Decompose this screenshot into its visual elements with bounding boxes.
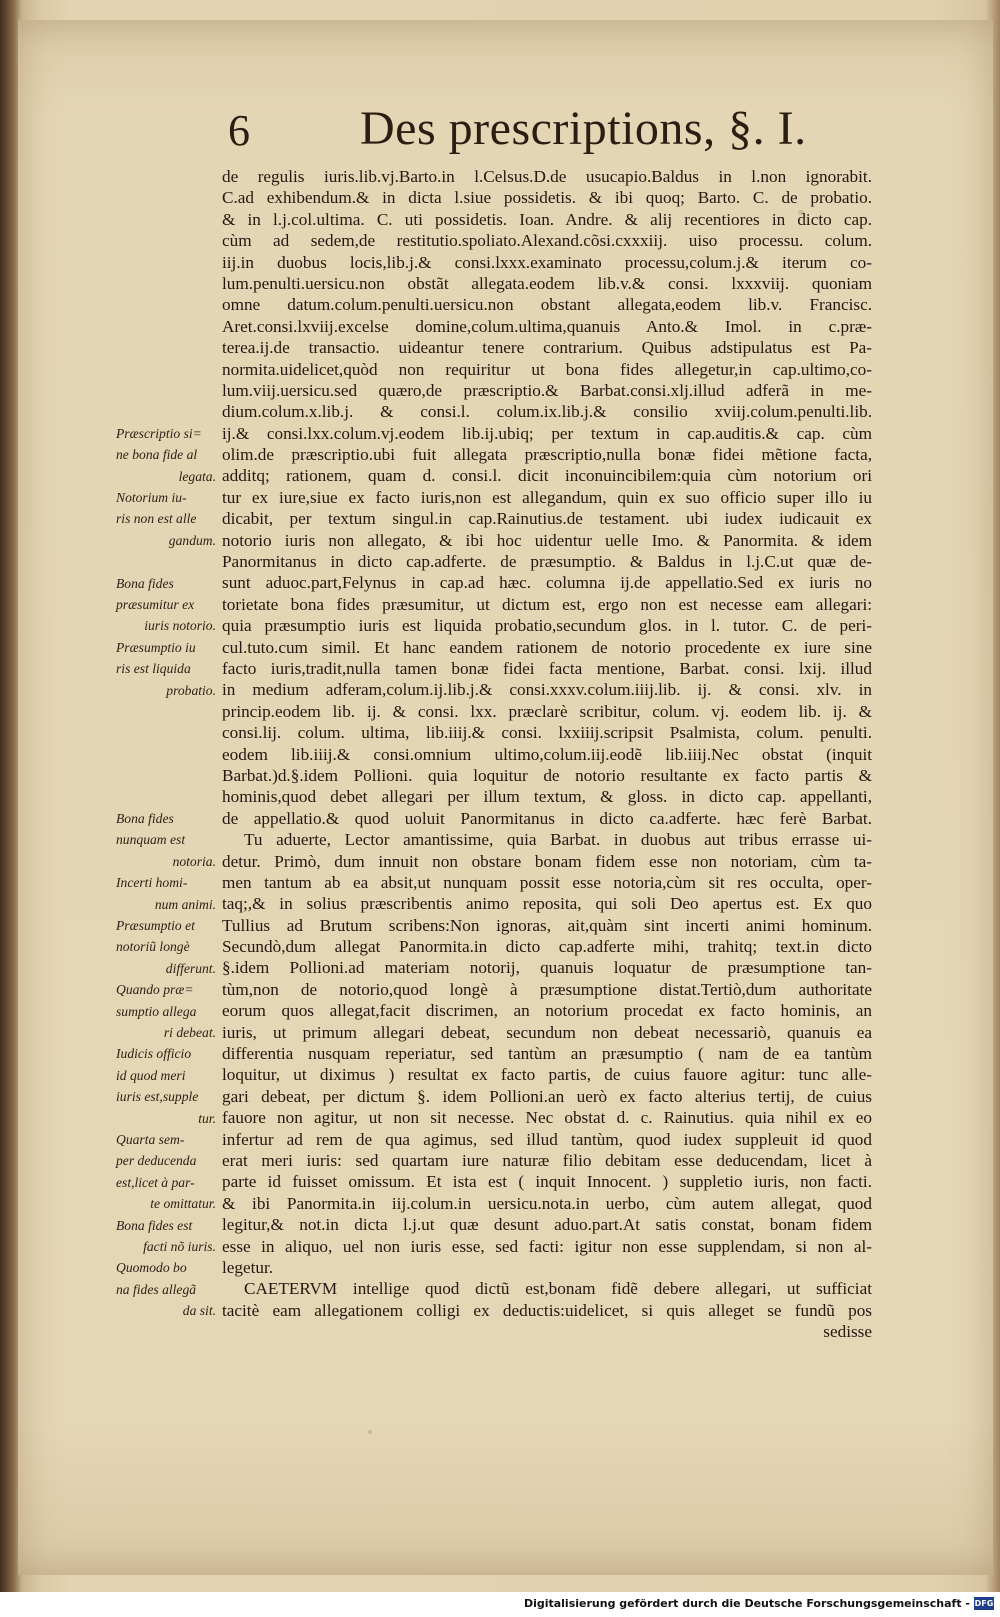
text-line: notorio iuris non allegato, & ibi hoc uidentur uelle Imo. & Panormita. & idem (222, 530, 872, 550)
margin-note-line: gandum. (168, 532, 216, 548)
margin-note-line: Bona fides est (116, 1217, 193, 1233)
main-text-column (116, 166, 872, 1342)
text-line: loquitur, ut diximus ) resultat ex facto partis, de cuius fauore agitur: tunc alle- (222, 1065, 872, 1085)
text-line: detur. Primò, dum innuit non obstare bonam fidem esse non notoriam, cùm ta- (222, 851, 872, 871)
margin-note-line: differunt. (165, 960, 216, 976)
text-lines (222, 166, 872, 1342)
margin-note-line: na fides allegã (116, 1281, 197, 1297)
text-line: terea.ij.de transactio. uideantur tenere contrarium. Quibus adstipulatus est Pa- (222, 338, 872, 358)
margin-note-line: Quando præ= (116, 982, 194, 998)
margin-note-line: Præsumptio et (116, 918, 195, 933)
margin-note (116, 872, 216, 915)
text-line: eodem lib.iiij.& consi.omnium ultimo,colum.iij.eodẽ lib.iiij.Nec obstat (inquit (222, 744, 872, 764)
margin-note-line: num animi. (154, 896, 216, 912)
text-line: tùm,non de notorio,quod longè à præsumptione distat.Tertiò,dum authoritate (222, 979, 872, 999)
margin-note-line: Notorium iu- (116, 490, 187, 505)
text-line: in medium adferam,colum.ij.lib.j.& consi.xxxv.colum.iiij.lib. ij. & consi. xlv. in (222, 680, 872, 700)
text-line: legetur. (222, 1257, 274, 1277)
ink-spot (368, 1430, 372, 1434)
text-line: iuris, ut primum allegari debeat, secundum non debeat necessariò, quanuis ea (222, 1022, 872, 1042)
running-title: Des prescriptions, §. I. (360, 102, 807, 155)
text-line: legitur,& not.in dicta l.j.ut quæ desunt aduo.part.At satis constat, bonam fidem (222, 1215, 872, 1235)
text-line: C.ad exhibendum.& in dicta l.siue possidetis. & ibi quoq; Barto. C. de probatio. (222, 188, 872, 208)
text-line: ij.& consi.lxx.colum.vj.eodem lib.ij.ubiq; per textum in cap.auditis.& cap. cùm (222, 423, 872, 443)
margin-note-line: notoria. (172, 853, 216, 869)
margin-note-line: præsumitur ex (116, 596, 195, 612)
margin-note-line: legata. (178, 468, 216, 484)
margin-note-line: id quod meri (116, 1067, 186, 1083)
text-line: differentia nusquam reperiatur, sed tantùm an præsumptio ( nam de ea tantùm (222, 1044, 872, 1064)
margin-note-line: tur. (198, 1110, 216, 1126)
text-line: facto iuris,tradit,nulla tamen bonæ fidei facta mentione, Barbat. consi. lxij. illud (222, 658, 872, 678)
margin-note-line: ris non est alle (116, 511, 197, 527)
margin-note-line: Iudicis officio (116, 1046, 192, 1062)
text-line: princip.eodem lib. ij. & consi. lxx. præclarè scribitur, colum. vj. eodem lib. ij. & (222, 701, 872, 721)
text-line: de appellatio.& quod uoluit Panormitanus in dicto ca.adferte. hæc ferè Barbat. (222, 808, 872, 828)
text-line: tur ex iure,siue ex facto iuris,non est allegandum, quin ex suo officio super illo iu (222, 487, 872, 507)
dfg-credit-text: Digitalisierung gefördert durch die Deutsche Forschungsgemeinschaft - (523, 1597, 970, 1610)
text-line: parte id fuisset omissum. Et ista est ( inquit Innocent. ) suppletio iuris, non facti. (222, 1172, 872, 1192)
text-line: esse in aliquo, uel non iuris esse, sed facti: igitur non esse supplendam, si non al- (222, 1236, 872, 1256)
text-line: lum.viij.uersicu.sed quæro,de præscriptio.& Barbat.consi.xlj.illud adferã in me- (222, 380, 872, 400)
text-line: iij.in duobus locis,lib.j.& consi.lxxx.examinato processu,colum.j.& iterum co- (222, 252, 872, 272)
text-line: Tu aduerte, Lector amantissime, quia Barbat. in duobus aut tribus errasse ui- (244, 830, 872, 850)
margin-note-line: Incerti homi- (116, 875, 188, 891)
text-line: & in l.j.col.ultima. C. uti possidetis. Ioan. Andre. & alij recentiores in dicto cap. (222, 209, 872, 229)
text-line: dicabit, per textum singul.in cap.Rainutius.de testament. ubi iudex iudicauit ex (222, 509, 872, 529)
text-line: infertur ad rem de qua agimus, sed illud tantùm, quod iudex suppleuit id quod (222, 1129, 872, 1149)
text-line: quia præsumptio iuris est liquida probatio,secundum glos. in l. tutor. C. de peri- (222, 616, 872, 636)
text-line: additq; rationem, quam d. consi.l. dicit inconuincibilem:quia cùm notorium ori (222, 466, 872, 486)
text-line: §.idem Pollioni.ad materiam notorij, quanuis loquatur de præsumptione tan- (222, 958, 872, 978)
page-number: 6 (228, 106, 250, 155)
text-line: consi.lij. colum. ultima, lib.iiij.& consi. lxxiiij.scripsit Psalmista, colum. penulti. (222, 723, 872, 743)
margin-note-line: ne bona fide al (116, 447, 198, 463)
margin-note-line: ri debeat. (163, 1024, 216, 1040)
margin-note (116, 1043, 216, 1129)
text-line: tacitè eam allegationem colligi ex deductis:uidelicet, si quis alleget se fundũ pos (222, 1300, 872, 1320)
text-line: Barbat.)d.§.idem Pollioni. quia loquitur de notorio resultante ex facto partis & (222, 765, 872, 785)
margin-note-line: notoriũ longè (116, 939, 190, 955)
text-line: eorum quos allegat,facit discrimen, an notorium procedat ex facto hominis, an (222, 1001, 872, 1021)
text-line: torietate bona fides præsumitur, ut dictum est, ergo non est necesse eam allegari: (222, 594, 872, 614)
text-line: omne datum.colum.penulti.uersicu.non obstant allegata,eodem lib.v. Francisc. (222, 295, 872, 315)
margin-note (116, 1215, 216, 1258)
margin-note-line: per deducenda (116, 1153, 197, 1169)
text-line: Panormitanus in dicto cap.adferte. de præsumptio. & Baldus in l.j.C.ut quæ de- (222, 552, 872, 572)
text-line: de regulis iuris.lib.vj.Barto.in l.Celsus.D.de usucapio.Baldus in l.non ignorabit. (222, 167, 872, 186)
margin-note (116, 979, 216, 1043)
margin-note (116, 915, 216, 979)
margin-note-line: ris est liquida (116, 661, 191, 677)
digitization-footer (0, 1592, 1000, 1617)
text-line: & ibi Panormita.in iij.colum.in uersicu.nota.in uerbo, cùm autem allegat, quod (222, 1193, 872, 1213)
text-line: CAETERVM intellige quod dictũ est,bonam fidẽ debere allegari, ut sufficiat (244, 1279, 872, 1299)
text-line: olim.de præscriptio.ubi fuit allegata præscriptio,nulla bonæ fidei mẽtione facta, (222, 445, 872, 465)
text-line: sedisse (823, 1322, 872, 1342)
margin-note-line: nunquam est (116, 832, 186, 848)
text-line: Tullius ad Brutum scribens:Non ignoras, ait,quàm sint incerti animi hominum. (222, 915, 872, 935)
margin-note-line: Quomodo bo (116, 1260, 187, 1276)
text-line: normita.uidelicet,quòd non requiritur ut bona fides allegetur,in cap.ultimo,co- (222, 359, 872, 379)
margin-note-line: iuris est,supple (116, 1089, 199, 1105)
dfg-logo: DFG (974, 1599, 994, 1608)
margin-note (116, 1129, 216, 1215)
margin-note-line: te omittatur. (150, 1196, 216, 1212)
margin-note (116, 487, 216, 551)
margin-note-line: Bona fides (116, 811, 174, 826)
text-line: gari debeat, per dictum §. idem Pollioni.an uerò ex facto alterius tertij, de cuius (222, 1086, 872, 1106)
text-line: taq;,& in solius præscribentis animo reposita, qui soli Deo apertus est. Ex quo (222, 894, 872, 914)
text-line: cul.tuto.cum simil. Et hanc eandem rationem de notorio procedente ex iure sine (222, 637, 872, 657)
margin-note-line: da sit. (182, 1303, 216, 1319)
margin-note-line: Præscriptio si= (116, 425, 202, 441)
margin-note-line: Præsumptio iu (116, 639, 196, 655)
margin-note-line: probatio. (166, 682, 216, 698)
margin-note-line: sumptio allega (116, 1003, 197, 1019)
margin-note (116, 808, 216, 872)
margin-note (116, 573, 216, 637)
text-line: men tantum ab ea absit,ut nunquam possit esse notoria,cùm sit res occulta, oper- (222, 872, 872, 892)
text-line: Secundò,dum allegat Panormita.in dicto cap.adferte mihi, trahitq; text.in dicto (222, 937, 872, 957)
text-line: cùm ad sedem,de restitutio.spoliato.Alexand.cõsi.cxxxiij. uiso processu. colum. (222, 231, 872, 251)
text-line: lum.penulti.uersicu.non obstãt allegata.eodem lib.v.& consi. lxxxviij. quoniam (222, 273, 872, 293)
page-header (210, 96, 830, 166)
margin-note-line: iuris notorio. (144, 618, 216, 634)
margin-note (116, 637, 216, 701)
text-line: erat meri iuris: sed quartam iure naturæ filio debitam esse deducendam, licet à (222, 1150, 872, 1170)
margin-note (116, 423, 216, 487)
margin-note-line: facti nõ iuris. (143, 1238, 216, 1254)
margin-note (116, 1257, 216, 1321)
margin-note-line: Bona fides (116, 575, 174, 591)
margin-note-line: Quarta sem- (116, 1132, 185, 1147)
text-line: sunt aduoc.part,Felynus in cap.ad hæc. columna ij.de appellatio.Sed ex iuris no (222, 573, 872, 593)
text-line: hominis,quod debet allegari per illum textum, & gloss. in dicto cap. appellanti, (222, 787, 872, 807)
text-line: dium.colum.x.lib.j. & consi.l. colum.ix.lib.j.& consilio xviij.colum.penulti.lib. (222, 402, 872, 422)
margin-note-line: est,licet à par- (116, 1174, 195, 1190)
text-line: fauore non agitur, ut non sit necesse. Nec obstat d. c. Rainutius. quia nihil ex eo (222, 1108, 872, 1128)
text-line: Aret.consi.lxviij.excelse domine,colum.ultima,quanuis Anto.& Imol. in c.præ- (222, 316, 872, 336)
